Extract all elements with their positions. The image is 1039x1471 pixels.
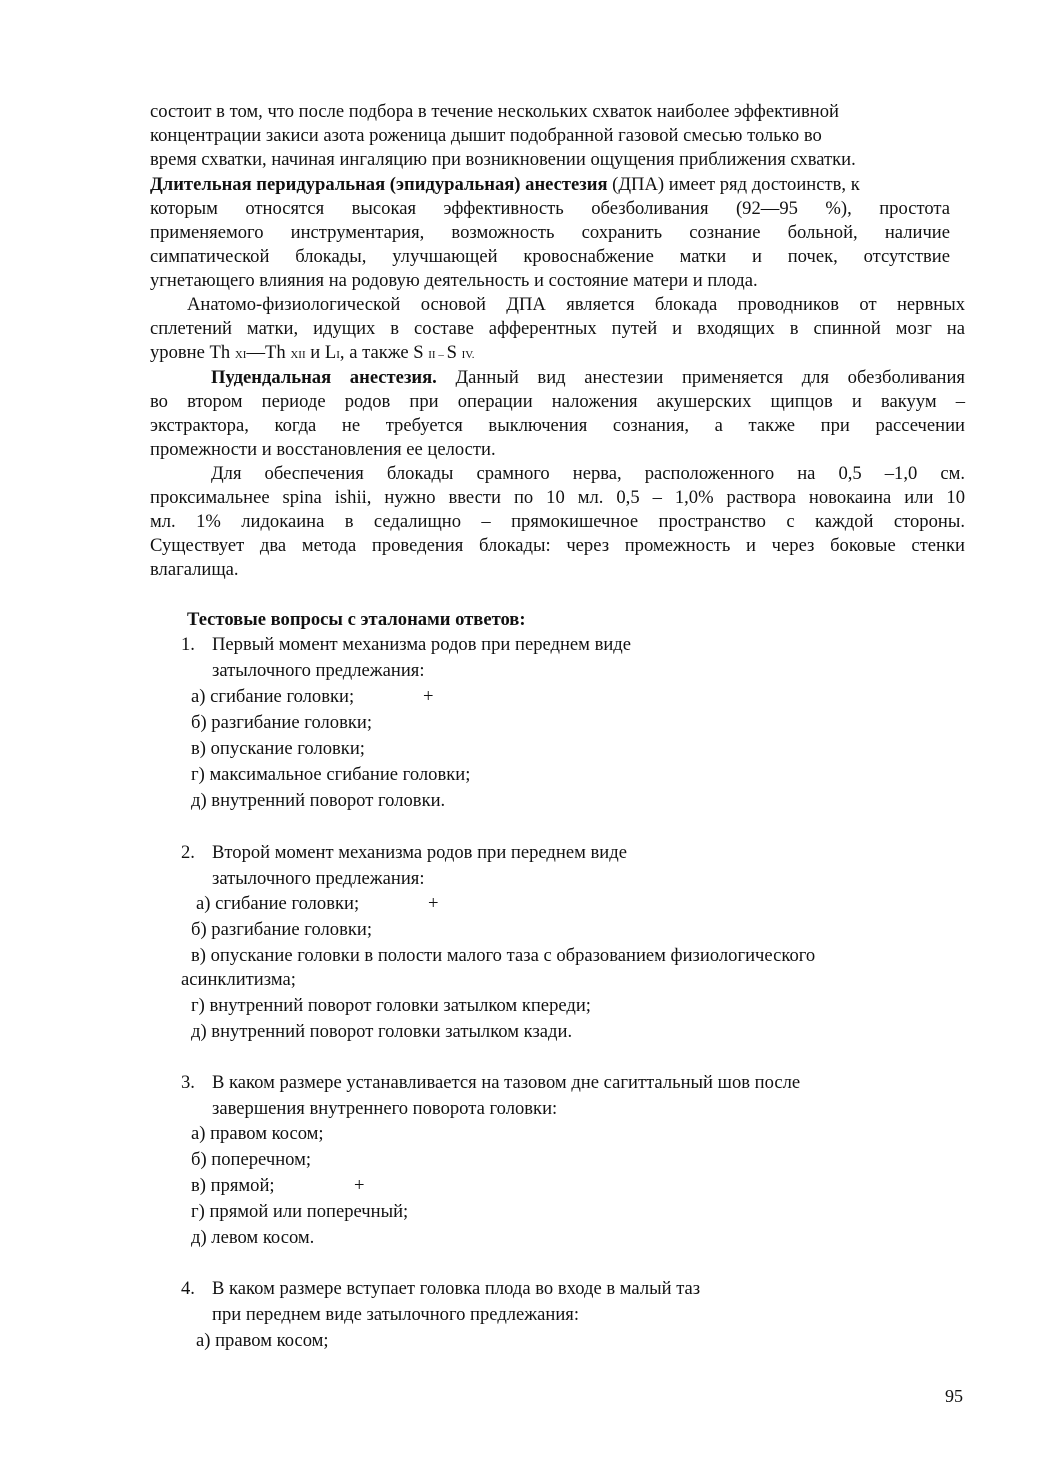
answer-option: д) левом косом.	[191, 1227, 315, 1248]
answer-option: г) прямой или поперечный;	[191, 1201, 409, 1222]
paragraph-line: промежности и восстановления ее целости.	[150, 439, 496, 460]
answer-option: б) разгибание головки;	[191, 712, 373, 733]
answer-option: д) внутренний поворот головки затылком кзади.	[191, 1021, 573, 1042]
paragraph-line: которым относятся высокая эффективность обезболивания (92—95 %), простота	[150, 198, 950, 219]
answer-option: г) внутренний поворот головки затылком кпереди;	[191, 995, 591, 1016]
paragraph-line: Анатомо-физиологической основой ДПА является блокада проводников от нервных	[187, 294, 965, 315]
answer-option: б) поперечном;	[191, 1149, 312, 1170]
question-text: Второй момент механизма родов при переднем виде	[212, 842, 627, 863]
bold-term: Пудендальная анестезия.	[211, 367, 437, 388]
answer-option: а) сгибание головки;	[191, 686, 355, 707]
answer-option: а) правом косом;	[196, 1330, 329, 1351]
answer-option: асинклитизма;	[181, 969, 296, 990]
subscript: I	[336, 349, 340, 361]
paragraph-line: концентрации закиси азота роженица дышит подобранной газовой смесью только во	[150, 125, 822, 146]
text-run: S	[446, 342, 462, 363]
tests-heading: Тестовые вопросы с эталонами ответов:	[187, 609, 526, 630]
question-number: 1.	[181, 634, 195, 655]
question-text: затылочного предлежания:	[212, 868, 425, 889]
page-number: 95	[945, 1386, 963, 1406]
paragraph-line: состоит в том, что после подбора в течение нескольких схваток наиболее эффективной	[150, 101, 839, 122]
text-run: —Th	[246, 342, 291, 363]
question-text: затылочного предлежания:	[212, 660, 425, 681]
paragraph-line: угнетающего влияния на родовую деятельность и состояние матери и плода.	[150, 270, 758, 291]
answer-option: в) прямой;	[191, 1175, 275, 1196]
paragraph-line	[150, 173, 860, 197]
correct-answer-mark: +	[354, 1175, 365, 1196]
answer-option: б) разгибание головки;	[191, 919, 373, 940]
answer-option: а) сгибание головки;	[196, 893, 360, 914]
question-number: 3.	[181, 1072, 195, 1093]
paragraph-line: мл. 1% лидокаина в седалищно – прямокишечное пространство с каждой стороны.	[150, 511, 965, 532]
answer-option: д) внутренний поворот головки.	[191, 790, 446, 811]
answer-option: в) опускание головки;	[191, 738, 365, 759]
question-text: В каком размере вступает головка плода во входе в малый таз	[212, 1278, 701, 1299]
paragraph-line	[150, 341, 475, 367]
paragraph-line: влагалища.	[150, 559, 239, 580]
question-number: 2.	[181, 842, 195, 863]
text-run: , а также S	[339, 342, 429, 363]
paragraph-line: сплетений матки, идущих в составе афферентных путей и входящих в спинной мозг на	[150, 318, 965, 339]
question-text: при переднем виде затылочного предлежания:	[212, 1304, 580, 1325]
subscript: IV.	[461, 349, 475, 361]
answer-option: а) правом косом;	[191, 1123, 324, 1144]
correct-answer-mark: +	[428, 893, 439, 914]
paragraph-line	[211, 366, 965, 390]
paragraph-line: время схватки, начиная ингаляцию при возникновении ощущения приближения схватки.	[150, 149, 856, 170]
paragraph-line: экстрактора, когда не требуется выключения сознания, а также при рассечении	[150, 415, 965, 436]
paragraph-line: применяемого инструментария, возможность сохранить сознание больной, наличие	[150, 222, 950, 243]
bold-term: Длительная перидуральная (эпидуральная) анестезия	[150, 174, 608, 195]
paragraph-line: во втором периоде родов при операции наложения акушерских щипцов и вакуум –	[150, 391, 965, 412]
answer-option: г) максимальное сгибание головки;	[191, 764, 471, 785]
subscript: XII	[290, 349, 306, 361]
text-run: (ДПА) имеет ряд достоинств, к	[607, 174, 860, 195]
paragraph-line: Для обеспечения блокады срамного нерва, расположенного на 0,5 –1,0 см.	[211, 463, 965, 484]
question-number: 4.	[181, 1278, 195, 1299]
question-text: В каком размере устанавливается на тазовом дне сагиттальный шов после	[212, 1072, 801, 1093]
correct-answer-mark: +	[423, 686, 434, 707]
text-run: Данный вид анестезии применяется для обезболивания	[436, 367, 965, 388]
subscript: II –	[428, 349, 447, 361]
question-text: завершения внутреннего поворота головки:	[212, 1098, 558, 1119]
answer-option: в) опускание головки в полости малого таза с образованием физиологического	[191, 945, 816, 966]
paragraph-line: Существует два метода проведения блокады: через промежность и через боковые стенки	[150, 535, 965, 556]
question-text: Первый момент механизма родов при переднем виде	[212, 634, 632, 655]
paragraph-line: симпатической блокады, улучшающей кровоснабжение матки и почек, отсутствие	[150, 246, 950, 267]
paragraph-line: проксимальнее spina ishii, нужно ввести по 10 мл. 0,5 – 1,0% раствора новокаина или 10	[150, 487, 965, 508]
text-run: и L	[305, 342, 337, 363]
subscript: XI	[234, 349, 247, 361]
text-run: уровне Th	[150, 342, 235, 363]
